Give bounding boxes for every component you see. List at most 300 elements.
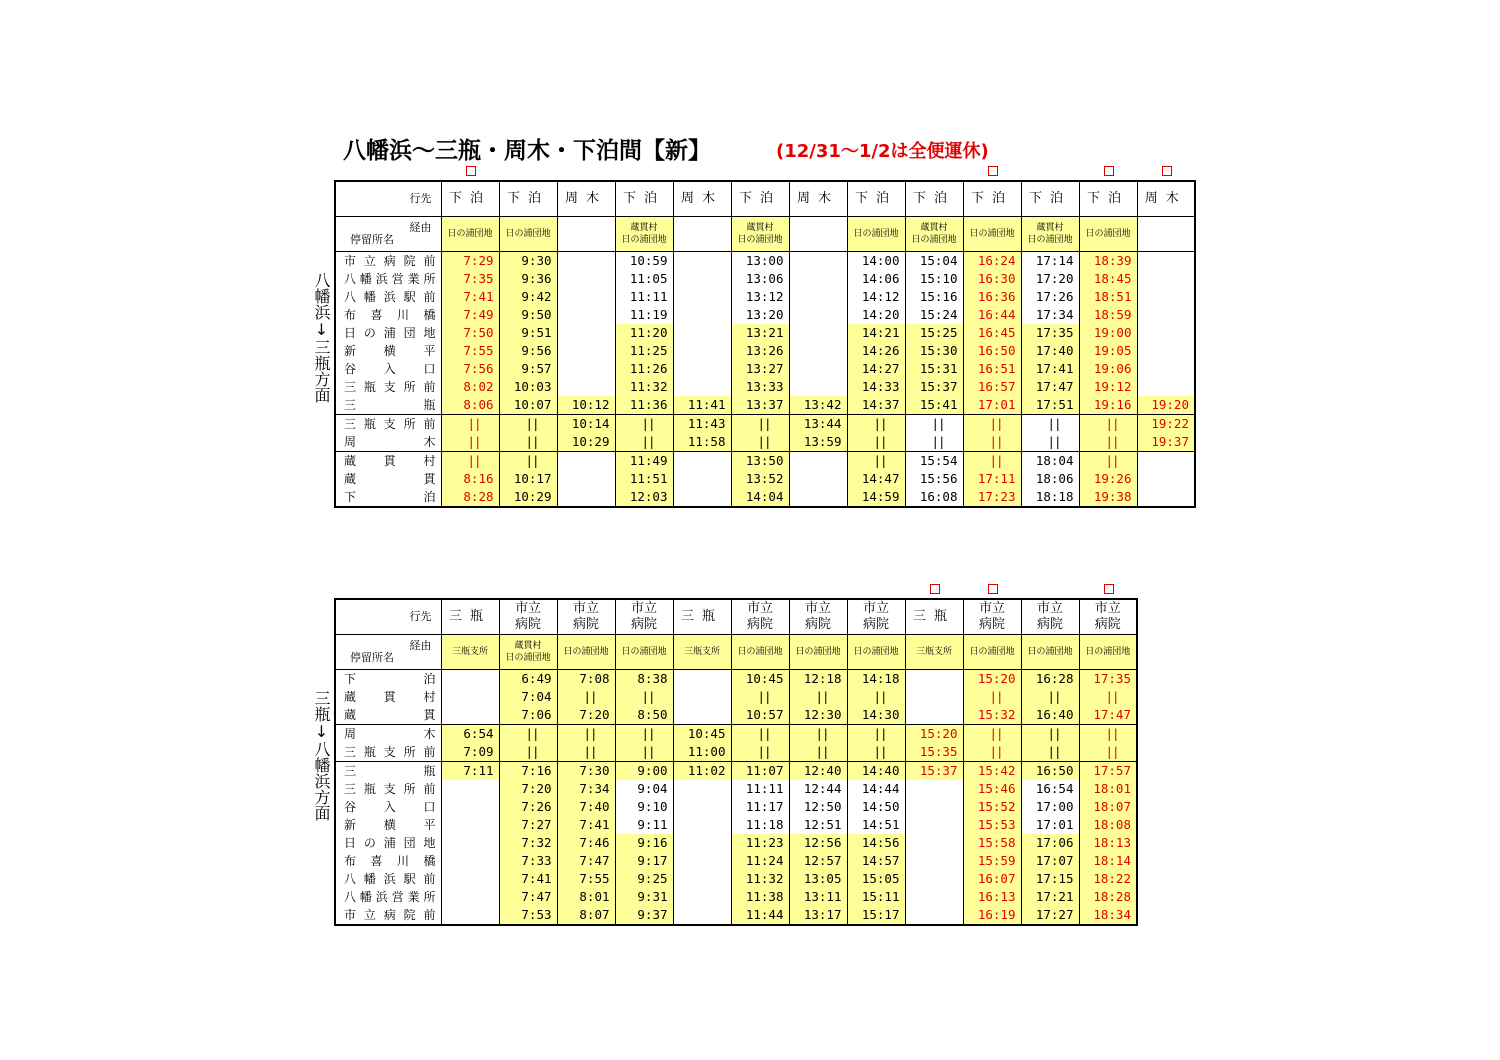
departure-time: [789, 470, 847, 488]
departure-time: [557, 288, 615, 306]
departure-time: 7:08: [557, 670, 615, 689]
departure-time: 11:38: [731, 888, 789, 906]
column-destination: 下泊: [847, 181, 905, 217]
departure-time: 15:35: [905, 743, 963, 762]
departure-time: 18:06: [1021, 470, 1079, 488]
departure-time: 19:38: [1079, 488, 1137, 507]
departure-time: ||: [789, 743, 847, 762]
stop-name: 蔵貫: [335, 470, 441, 488]
departure-time: 13:11: [789, 888, 847, 906]
departure-time: 17:01: [1021, 816, 1079, 834]
departure-time: [673, 270, 731, 288]
departure-time: ||: [963, 743, 1021, 762]
departure-time: [441, 906, 499, 925]
departure-time: ||: [731, 688, 789, 706]
departure-time: 11:02: [673, 762, 731, 781]
departure-time: 9:50: [499, 306, 557, 324]
departure-time: 9:04: [615, 780, 673, 798]
header-via-label: [335, 217, 441, 252]
departure-time: 7:11: [441, 762, 499, 781]
departure-time: ||: [499, 743, 557, 762]
table-row: [335, 852, 1137, 870]
departure-time: 13:06: [731, 270, 789, 288]
departure-time: 17:57: [1079, 762, 1137, 781]
departure-time: 14:12: [847, 288, 905, 306]
table-row: [335, 270, 1195, 288]
departure-time: [789, 270, 847, 288]
departure-time: 13:26: [731, 342, 789, 360]
stop-name: 八幡浜営業所: [335, 888, 441, 906]
departure-time: 18:28: [1079, 888, 1137, 906]
departure-time: [673, 378, 731, 396]
table-row: [335, 888, 1137, 906]
departure-time: 15:52: [963, 798, 1021, 816]
departure-time: 17:14: [1021, 252, 1079, 271]
stop-name: 三瓶支所前: [335, 378, 441, 396]
departure-time: 14:18: [847, 670, 905, 689]
stop-name: 下泊: [335, 488, 441, 507]
departure-time: 16:08: [905, 488, 963, 507]
departure-time: [557, 252, 615, 271]
departure-time: 7:04: [499, 688, 557, 706]
stop-name: 日の浦団地: [335, 324, 441, 342]
departure-time: 18:07: [1079, 798, 1137, 816]
departure-time: [789, 488, 847, 507]
departure-time: [557, 470, 615, 488]
column-via: 日の浦団地: [441, 217, 499, 252]
departure-time: 7:56: [441, 360, 499, 378]
departure-time: 15:41: [905, 396, 963, 415]
departure-time: [905, 906, 963, 925]
column-destination: 市立 病院: [615, 599, 673, 635]
column-destination: 下泊: [905, 181, 963, 217]
departure-time: 7:27: [499, 816, 557, 834]
column-via: 日の浦団地: [1021, 635, 1079, 670]
departure-time: 17:27: [1021, 906, 1079, 925]
column-destination: 市立 病院: [1079, 599, 1137, 635]
departure-time: ||: [963, 725, 1021, 744]
departure-time: [789, 452, 847, 471]
departure-time: 7:41: [557, 816, 615, 834]
departure-time: 15:32: [963, 706, 1021, 725]
departure-time: 13:21: [731, 324, 789, 342]
departure-time: 15:20: [963, 670, 1021, 689]
departure-time: 17:21: [1021, 888, 1079, 906]
stop-name: 三瓶支所前: [335, 780, 441, 798]
departure-time: [905, 670, 963, 689]
departure-time: 13:37: [731, 396, 789, 415]
departure-time: ||: [847, 725, 905, 744]
departure-time: 7:35: [441, 270, 499, 288]
departure-time: ||: [847, 415, 905, 434]
departure-time: [673, 780, 731, 798]
departure-time: [673, 870, 731, 888]
departure-time: 7:16: [499, 762, 557, 781]
table-row: [335, 470, 1195, 488]
departure-time: 15:53: [963, 816, 1021, 834]
departure-time: 9:25: [615, 870, 673, 888]
departure-time: 9:42: [499, 288, 557, 306]
departure-time: ||: [1079, 415, 1137, 434]
departure-time: 17:01: [963, 396, 1021, 415]
column-via: 日の浦団地: [1079, 635, 1137, 670]
departure-time: 10:45: [673, 725, 731, 744]
departure-time: 15:59: [963, 852, 1021, 870]
departure-time: ||: [963, 433, 1021, 452]
table-row: [335, 670, 1137, 689]
departure-time: 9:36: [499, 270, 557, 288]
departure-time: [1137, 470, 1195, 488]
column-via: 日の浦団地: [963, 217, 1021, 252]
departure-time: [673, 906, 731, 925]
departure-time: 17:47: [1079, 706, 1137, 725]
departure-time: [441, 816, 499, 834]
departure-time: 13:12: [731, 288, 789, 306]
departure-time: 11:19: [615, 306, 673, 324]
column-destination: 下泊: [1079, 181, 1137, 217]
column-destination: 市立 病院: [731, 599, 789, 635]
departure-time: 14:26: [847, 342, 905, 360]
departure-time: [1137, 488, 1195, 507]
departure-time: [1137, 378, 1195, 396]
stop-name: 三瓶支所前: [335, 415, 441, 434]
departure-time: ||: [731, 743, 789, 762]
departure-time: ||: [1079, 688, 1137, 706]
departure-time: 11:18: [731, 816, 789, 834]
departure-time: 9:56: [499, 342, 557, 360]
table-row: [335, 306, 1195, 324]
column-via: 蔵貫村 日の浦団地: [731, 217, 789, 252]
stop-name: 八幡浜駅前: [335, 870, 441, 888]
table-row: [335, 870, 1137, 888]
departure-time: 7:20: [557, 706, 615, 725]
departure-time: 15:17: [847, 906, 905, 925]
column-destination: 市立 病院: [557, 599, 615, 635]
departure-time: 12:50: [789, 798, 847, 816]
departure-time: ||: [1079, 743, 1137, 762]
departure-time: 8:07: [557, 906, 615, 925]
departure-time: [789, 342, 847, 360]
departure-time: ||: [1021, 415, 1079, 434]
timetable-outbound: [334, 180, 1196, 508]
departure-time: [441, 852, 499, 870]
column-via: 日の浦団地: [557, 635, 615, 670]
departure-time: ||: [615, 688, 673, 706]
departure-time: 11:00: [673, 743, 731, 762]
header-dest-label: [335, 599, 441, 635]
stop-name: 市立病院前: [335, 252, 441, 271]
table-row: [335, 360, 1195, 378]
stop-name: 谷入口: [335, 798, 441, 816]
departure-time: 15:20: [905, 725, 963, 744]
departure-time: 11:41: [673, 396, 731, 415]
departure-time: 18:13: [1079, 834, 1137, 852]
column-via: 日の浦団地: [847, 217, 905, 252]
departure-time: 14:59: [847, 488, 905, 507]
stop-name: 市立病院前: [335, 906, 441, 925]
column-destination: 三瓶: [905, 599, 963, 635]
departure-time: 7:09: [441, 743, 499, 762]
departure-time: [557, 488, 615, 507]
departure-time: [673, 816, 731, 834]
departure-time: ||: [1079, 725, 1137, 744]
table-row: [335, 378, 1195, 396]
departure-time: [557, 378, 615, 396]
departure-time: 7:20: [499, 780, 557, 798]
departure-time: 18:34: [1079, 906, 1137, 925]
page-title: 八幡浜～三瓶・周木・下泊間【新】: [343, 138, 711, 164]
departure-time: [905, 888, 963, 906]
departure-time: 18:01: [1079, 780, 1137, 798]
departure-time: ||: [499, 433, 557, 452]
table-row: [335, 288, 1195, 306]
dest-label-text: 行先: [409, 192, 432, 205]
stop-name: 蔵貫: [335, 706, 441, 725]
departure-time: 7:47: [499, 888, 557, 906]
departure-time: 6:54: [441, 725, 499, 744]
departure-time: [557, 342, 615, 360]
departure-time: [441, 870, 499, 888]
departure-time: 16:19: [963, 906, 1021, 925]
departure-time: 16:44: [963, 306, 1021, 324]
direction-label-inbound: 三瓶↓八幡浜方面: [312, 689, 331, 821]
stop-name: 新横平: [335, 816, 441, 834]
column-destination: 下泊: [963, 181, 1021, 217]
departure-time: 15:25: [905, 324, 963, 342]
departure-time: 15:30: [905, 342, 963, 360]
departure-time: ||: [731, 415, 789, 434]
departure-time: [557, 270, 615, 288]
departure-time: [905, 706, 963, 725]
departure-time: 14:57: [847, 852, 905, 870]
table-row: [335, 798, 1137, 816]
departure-time: 13:59: [789, 433, 847, 452]
departure-time: [673, 688, 731, 706]
departure-time: 14:06: [847, 270, 905, 288]
departure-time: 11:24: [731, 852, 789, 870]
departure-time: [789, 360, 847, 378]
departure-time: 12:18: [789, 670, 847, 689]
departure-time: 9:00: [615, 762, 673, 781]
checkbox-marker: [1162, 166, 1172, 176]
departure-time: 17:34: [1021, 306, 1079, 324]
departure-time: 14:30: [847, 706, 905, 725]
departure-time: 13:27: [731, 360, 789, 378]
column-via: 日の浦団地: [789, 635, 847, 670]
departure-time: [1137, 360, 1195, 378]
column-destination: 下泊: [1021, 181, 1079, 217]
departure-time: 18:39: [1079, 252, 1137, 271]
departure-time: 13:52: [731, 470, 789, 488]
departure-time: [673, 852, 731, 870]
column-via: 日の浦団地: [1079, 217, 1137, 252]
departure-time: 19:12: [1079, 378, 1137, 396]
departure-time: 18:22: [1079, 870, 1137, 888]
departure-time: [557, 452, 615, 471]
departure-time: 11:11: [615, 288, 673, 306]
departure-time: 12:57: [789, 852, 847, 870]
checkbox-marker: [466, 166, 476, 176]
departure-time: [1137, 324, 1195, 342]
column-destination: 周木: [1137, 181, 1195, 217]
departure-time: 8:38: [615, 670, 673, 689]
table-row: [335, 706, 1137, 725]
departure-time: [673, 288, 731, 306]
column-destination: 下泊: [441, 181, 499, 217]
departure-time: [789, 378, 847, 396]
departure-time: 16:51: [963, 360, 1021, 378]
departure-time: [673, 706, 731, 725]
table-row: [335, 433, 1195, 452]
departure-time: 11:11: [731, 780, 789, 798]
departure-time: 15:46: [963, 780, 1021, 798]
departure-time: [905, 870, 963, 888]
departure-time: 9:31: [615, 888, 673, 906]
departure-time: [673, 798, 731, 816]
column-via: [673, 217, 731, 252]
departure-time: [673, 888, 731, 906]
departure-time: 11:20: [615, 324, 673, 342]
departure-time: [441, 670, 499, 689]
departure-time: 12:44: [789, 780, 847, 798]
departure-time: ||: [557, 743, 615, 762]
departure-time: 9:30: [499, 252, 557, 271]
service-notice: (12/31～1/2は全便運休): [776, 141, 989, 162]
departure-time: 9:51: [499, 324, 557, 342]
departure-time: 15:04: [905, 252, 963, 271]
column-via: [557, 217, 615, 252]
table-row: [335, 762, 1137, 781]
stop-name: 三瓶: [335, 396, 441, 415]
departure-time: 7:32: [499, 834, 557, 852]
departure-time: 11:23: [731, 834, 789, 852]
departure-time: 10:07: [499, 396, 557, 415]
departure-time: [1137, 452, 1195, 471]
departure-time: 14:47: [847, 470, 905, 488]
departure-time: 16:50: [1021, 762, 1079, 781]
departure-time: ||: [499, 452, 557, 471]
departure-time: 14:37: [847, 396, 905, 415]
departure-time: [1137, 342, 1195, 360]
departure-time: ||: [847, 688, 905, 706]
departure-time: 10:29: [557, 433, 615, 452]
column-destination: 下泊: [499, 181, 557, 217]
stop-name-label: 停留所名: [350, 651, 394, 664]
departure-time: 10:14: [557, 415, 615, 434]
departure-time: 19:26: [1079, 470, 1137, 488]
table-row: [335, 743, 1137, 762]
stop-name: 八幡浜駅前: [335, 288, 441, 306]
departure-time: 7:34: [557, 780, 615, 798]
departure-time: 11:36: [615, 396, 673, 415]
via-label-text: 経由: [409, 221, 432, 234]
column-via: 日の浦団地: [731, 635, 789, 670]
departure-time: ||: [1079, 452, 1137, 471]
departure-time: ||: [847, 743, 905, 762]
departure-time: 7:41: [441, 288, 499, 306]
departure-time: 7:29: [441, 252, 499, 271]
stop-name: 蔵貫村: [335, 452, 441, 471]
departure-time: 7:46: [557, 834, 615, 852]
departure-time: 15:54: [905, 452, 963, 471]
departure-time: [673, 452, 731, 471]
departure-time: 13:33: [731, 378, 789, 396]
departure-time: ||: [1079, 433, 1137, 452]
departure-time: [673, 360, 731, 378]
departure-time: 17:35: [1079, 670, 1137, 689]
stop-name: 日の浦団地: [335, 834, 441, 852]
departure-time: 9:16: [615, 834, 673, 852]
departure-time: ||: [557, 725, 615, 744]
departure-time: ||: [1021, 725, 1079, 744]
departure-time: 15:37: [905, 378, 963, 396]
departure-time: 11:07: [731, 762, 789, 781]
column-via: 日の浦団地: [615, 635, 673, 670]
departure-time: ||: [847, 433, 905, 452]
departure-time: ||: [441, 433, 499, 452]
departure-time: 13:05: [789, 870, 847, 888]
departure-time: [441, 780, 499, 798]
departure-time: [1137, 252, 1195, 271]
departure-time: 7:26: [499, 798, 557, 816]
departure-time: ||: [499, 725, 557, 744]
departure-time: 17:06: [1021, 834, 1079, 852]
departure-time: 16:24: [963, 252, 1021, 271]
departure-time: 7:40: [557, 798, 615, 816]
departure-time: 12:56: [789, 834, 847, 852]
departure-time: 11:58: [673, 433, 731, 452]
checkbox-marker: [1104, 584, 1114, 594]
departure-time: 11:17: [731, 798, 789, 816]
checkbox-marker: [1104, 166, 1114, 176]
departure-time: 19:20: [1137, 396, 1195, 415]
column-via: [1137, 217, 1195, 252]
departure-time: ||: [557, 688, 615, 706]
departure-time: 19:05: [1079, 342, 1137, 360]
departure-time: [673, 670, 731, 689]
departure-time: [673, 488, 731, 507]
table-row: [335, 816, 1137, 834]
checkbox-marker: [988, 584, 998, 594]
departure-time: 8:50: [615, 706, 673, 725]
departure-time: 9:10: [615, 798, 673, 816]
departure-time: 15:31: [905, 360, 963, 378]
checkbox-marker: [988, 166, 998, 176]
departure-time: [557, 306, 615, 324]
stop-name: 谷入口: [335, 360, 441, 378]
departure-time: 7:53: [499, 906, 557, 925]
departure-time: 7:47: [557, 852, 615, 870]
departure-time: ||: [731, 725, 789, 744]
departure-time: 16:40: [1021, 706, 1079, 725]
departure-time: 9:57: [499, 360, 557, 378]
departure-time: 15:05: [847, 870, 905, 888]
departure-time: [905, 780, 963, 798]
column-via: 日の浦団地: [847, 635, 905, 670]
departure-time: 18:14: [1079, 852, 1137, 870]
departure-time: [789, 324, 847, 342]
stop-name: 新横平: [335, 342, 441, 360]
table-row: [335, 396, 1195, 415]
departure-time: 13:42: [789, 396, 847, 415]
departure-time: [905, 798, 963, 816]
departure-time: 16:54: [1021, 780, 1079, 798]
table-row: [335, 252, 1195, 271]
column-destination: 下泊: [615, 181, 673, 217]
departure-time: 9:11: [615, 816, 673, 834]
departure-time: [1137, 306, 1195, 324]
departure-time: 16:36: [963, 288, 1021, 306]
